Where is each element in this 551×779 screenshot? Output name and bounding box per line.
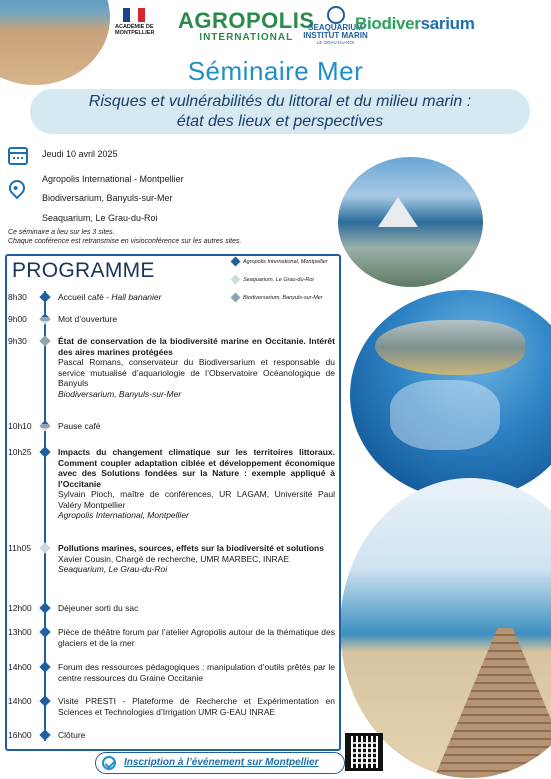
programme-item-title: Accueil café - [58,292,112,302]
legend-item [230,274,328,292]
biodiversarium-logo [355,14,475,34]
programme-item-title: Mot d’ouverture [58,314,118,324]
logo-bar [115,6,545,48]
check-circle-icon [102,756,116,770]
programme-time: 11h05 [8,543,32,553]
programme-item-place: Agropolis International, Montpellier [58,510,189,520]
programme-item-venue: Hall bananier [111,292,162,302]
programme-time: 10h10 [8,421,32,431]
calendar-icon [8,147,28,165]
qr-code[interactable] [345,733,383,771]
programme-time: 12h00 [8,603,32,613]
note-line1: Ce séminaire a lieu sur les 3 sites. [8,229,115,236]
programme-item-title: Pause café [58,421,101,431]
programme-item-speaker: Xavier Cousin, Chargé de recherche, UMR MARBEC, INRAE [58,553,289,564]
programme-time: 13h00 [8,627,32,637]
fish-plastic-photo [350,290,551,500]
programme-time: 10h25 [8,447,32,457]
agropolis-logo-top: AGROPOLIS [178,8,315,33]
diamond-icon [231,275,241,285]
agropolis-logo [178,10,315,43]
subtitle-line2: état des lieux et perspectives [176,113,384,130]
programme-time: 9h30 [8,336,27,346]
seaquarium-logo-line2: INSTITUT MARIN [303,31,368,40]
programme-item-place: Biodiversarium, Banyuls-sur-Mer [58,388,182,399]
programme-time: 14h00 [8,662,32,672]
programme-time: 14h00 [8,696,32,706]
programme-time: 8h30 [8,292,27,302]
note-line2: Chaque conférence est retransmise en visioconférence sur les autres sites. [8,238,242,245]
programme-time: 9h00 [8,314,27,324]
biodiversarium-logo-a: Biodiver [355,14,421,33]
programme-item-speaker: Sylvain Pioch, maître de conférences, UR LAGAM, Université Paul Valéry Montpellier [58,489,335,510]
seaquarium-logo-icon [327,6,345,24]
subtitle-line1: Risques et vulnérabilités du littoral et du milieu marin : [88,93,472,110]
location-line: Seaquarium, Le Grau-du-Roi [42,213,158,223]
programme-item-title: Pièce de théâtre forum par l’atelier Agropolis autour de la thématique des glaciers et de la mer [58,627,335,648]
biodiversarium-logo-b: sarium [420,14,475,33]
registration-link[interactable] [95,752,345,774]
subtitle-banner [30,89,530,134]
legend-label: Seaquarium, Le Grau-du-Roi [243,277,314,283]
harbor-photo [338,157,483,287]
programme-item-title: Impacts du changement climatique sur les territoires littoraux. Comment coupler adaptation ciblée et développement économique avec des Solutions fondées sur la Nature : exemple appliqué à l’Occitanie [58,447,335,489]
legend-item [230,256,328,274]
programme-time: 16h00 [8,730,32,740]
registration-link-text: Inscription à l’événement sur Montpellier [124,757,319,768]
diamond-icon [231,257,241,267]
programme-item-title: Visite PRESTI - Plateforme de Recherche et Expérimentation en Sciences et Technologies d’Irrigation UMR G-EAU INRAE [58,696,335,717]
programme-item-title: Pollutions marines, sources, effets sur la biodiversité et solutions [58,543,324,553]
legend-label: Agropolis International, Montpellier [243,259,328,265]
location-line: Biodiversarium, Banyuls-sur-Mer [42,193,173,203]
programme-item-title: État de conservation de la biodiversité marine en Occitanie. Intérêt des aires marines protégées [58,336,335,357]
programme-item-place: Seaquarium, Le Grau-du-Roi [58,564,168,574]
republique-francaise-logo [115,6,167,36]
location-pin-icon [6,177,29,200]
programme-item-title: Déjeuner sorti du sac [58,603,139,613]
rf-logo-text: ACADÉMIE DE MONTPELLIER [115,24,155,36]
location-line: Agropolis International - Montpellier [42,174,184,184]
legend-label: Biodiversarium, Banyuls-sur-Mer [243,295,323,301]
seaquarium-logo-line1: SEAQUARIUM [308,23,363,32]
programme-title: PROGRAMME [12,259,155,282]
seaquarium-logo-line3: LE GRAU-DU-ROI [316,40,355,45]
programme-item-speaker: Pascal Romans, conservateur du Biodiversarium et responsable du service mutualisé d’aquariologie de l’Observatoire Océanologique de Banyuls [58,357,335,388]
event-date: Jeudi 10 avril 2025 [42,149,118,159]
agropolis-logo-bottom: INTERNATIONAL [199,32,294,43]
timeline-line [44,291,46,741]
programme-item-title: Forum des ressources pédagogiques : manipulation d’outils prêtés par le centre ressources du Graine Occitanie [58,662,335,683]
programme-item-title: Clôture [58,730,86,740]
page-title: Séminaire Mer [187,56,364,86]
